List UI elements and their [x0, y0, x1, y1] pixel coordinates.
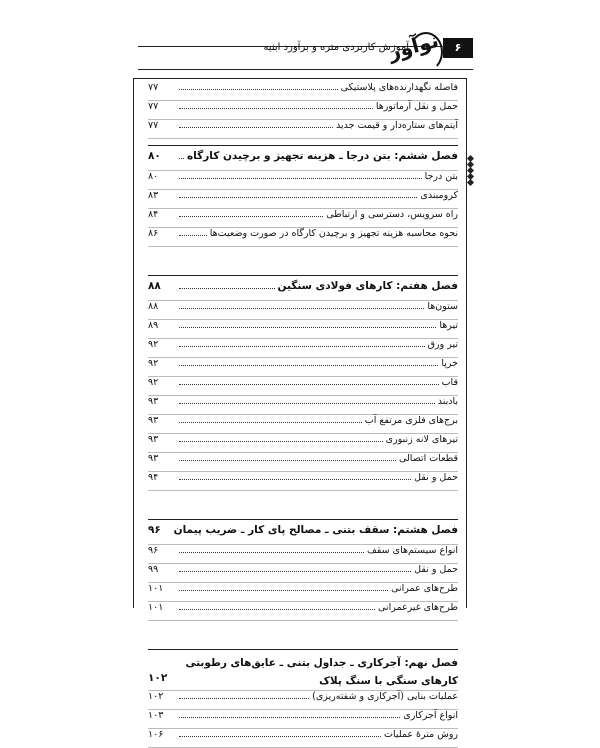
- margin-dots: [468, 156, 474, 186]
- toc-entry[interactable]: طرح‌های غیرعمرانی ۱۰۱: [148, 602, 458, 621]
- toc-entry[interactable]: تیرهای لانه زنبوری ۹۳: [148, 434, 458, 453]
- toc-entry[interactable]: بادبند ۹۳: [148, 396, 458, 415]
- toc-entry[interactable]: ستون‌ها ۸۸: [148, 301, 458, 320]
- toc-entry[interactable]: قطعات اتصالی ۹۳: [148, 453, 458, 472]
- chapter-heading[interactable]: فصل هشتم: سقف بتنی ـ مصالح پای کار ـ ضریب پیمان ۹۶: [148, 524, 458, 545]
- toc-entry[interactable]: خرپا ۹۲: [148, 358, 458, 377]
- toc-entry[interactable]: قاب ۹۲: [148, 377, 458, 396]
- toc-chapter: [148, 649, 458, 748]
- toc-entry[interactable]: عملیات بنایی (آجرکاری و شفته‌ریزی) ۱۰۲: [148, 691, 458, 710]
- toc-chapter: [148, 82, 458, 139]
- toc-entry[interactable]: تیرها ۸۹: [148, 320, 458, 339]
- toc-entry[interactable]: نحوه محاسبه هزینه تجهیز و برچیدن کارگاه در صورت وضعیت‌ها ۸۶: [148, 228, 458, 247]
- chapter-heading[interactable]: فصل ششم: بتن درجا ـ هزینه تجهیز و برچیدن کارگاه ۸۰: [148, 150, 458, 171]
- table-of-contents: [148, 82, 458, 748]
- toc-chapter: [148, 275, 458, 491]
- toc-entry[interactable]: تیر ورق ۹۲: [148, 339, 458, 358]
- toc-chapter: [148, 519, 458, 621]
- book-title: آموزش کاربردی متره و برآورد ابنیه: [263, 42, 409, 53]
- chapter-heading[interactable]: فصل هفتم: کارهای فولادی سنگین ۸۸: [148, 280, 458, 301]
- toc-entry[interactable]: حمل و نقل ۹۹: [148, 564, 458, 583]
- toc-entry[interactable]: انواع آجرکاری ۱۰۳: [148, 710, 458, 729]
- page-header: [138, 27, 473, 72]
- toc-entry[interactable]: کرومبندی ۸۳: [148, 190, 458, 209]
- toc-entry[interactable]: حمل و نقل ۹۴: [148, 472, 458, 491]
- toc-entry[interactable]: انواع سیستم‌های سقف ۹۶: [148, 545, 458, 564]
- chapter-heading[interactable]: فصل نهم: آجرکاری ـ جداول بتنی ـ عایق‌های رطوبتی کارهای سنگی با سنگ پلاک ۱۰۲: [148, 654, 458, 691]
- toc-entry[interactable]: آیتم‌های ستاره‌دار و قیمت جدید ۷۷: [148, 120, 458, 139]
- toc-entry[interactable]: فاصله نگهدارنده‌های پلاستیکی ۷۷: [148, 82, 458, 101]
- toc-entry[interactable]: برج‌های فلزی مرتفع آب ۹۳: [148, 415, 458, 434]
- page-number: ۶: [443, 38, 473, 58]
- toc-entry[interactable]: طرح‌های عمرانی ۱۰۱: [148, 583, 458, 602]
- toc-chapter: [148, 145, 458, 247]
- toc-entry[interactable]: روش مترهٔ عملیات ۱۰۶: [148, 729, 458, 748]
- publisher-logo: نوآور: [385, 27, 442, 65]
- toc-entry[interactable]: راه سرویس، دسترسی و ارتباطی ۸۴: [148, 209, 458, 228]
- toc-entry[interactable]: حمل و نقل آرماتورها ۷۷: [148, 101, 458, 120]
- toc-entry[interactable]: بتن درجا ۸۰: [148, 171, 458, 190]
